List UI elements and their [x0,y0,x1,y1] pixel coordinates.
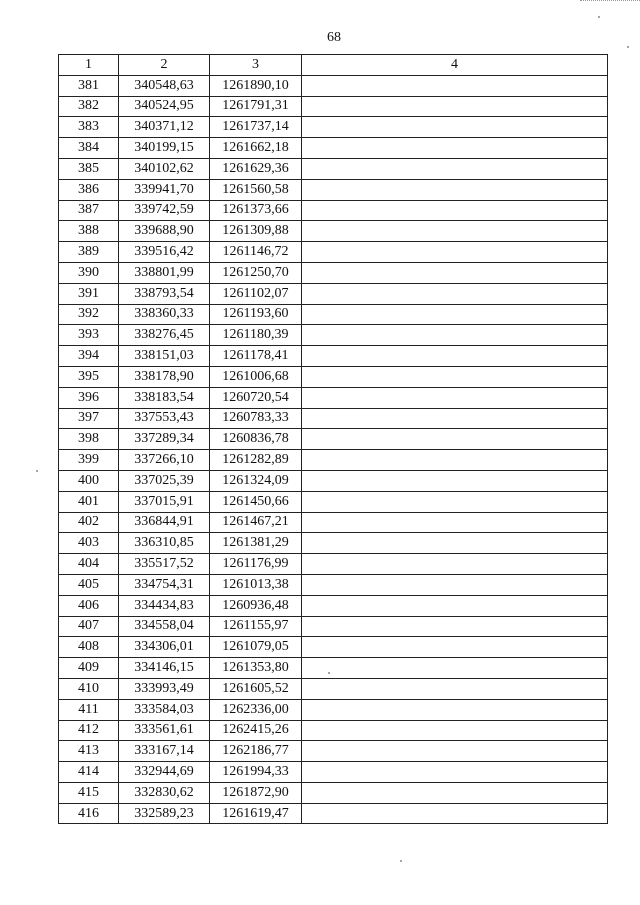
y-coordinate-cell: 1261662,18 [210,138,302,159]
y-coordinate-cell: 1260783,33 [210,408,302,429]
y-coordinate-cell: 1260836,78 [210,429,302,450]
table-row [59,533,608,554]
y-coordinate-cell: 1261006,68 [210,366,302,387]
notes-cell [302,96,608,117]
notes-cell [302,512,608,533]
notes-cell [302,200,608,221]
notes-cell [302,179,608,200]
table-row [59,179,608,200]
point-number-cell: 401 [59,491,119,512]
point-number-cell: 381 [59,75,119,96]
column-header-3: 3 [210,55,302,76]
point-number-cell: 402 [59,512,119,533]
point-number-cell: 409 [59,658,119,679]
scan-speck [627,46,629,48]
notes-cell [302,387,608,408]
notes-cell [302,741,608,762]
table-row [59,429,608,450]
point-number-cell: 416 [59,803,119,824]
table-row [59,283,608,304]
table-row [59,699,608,720]
x-coordinate-cell: 333561,61 [119,720,210,741]
point-number-cell: 414 [59,762,119,783]
notes-cell [302,658,608,679]
x-coordinate-cell: 337266,10 [119,450,210,471]
notes-cell [302,574,608,595]
x-coordinate-cell: 339742,59 [119,200,210,221]
table-row [59,96,608,117]
point-number-cell: 397 [59,408,119,429]
y-coordinate-cell: 1261353,80 [210,658,302,679]
y-coordinate-cell: 1261373,66 [210,200,302,221]
y-coordinate-cell: 1261872,90 [210,782,302,803]
notes-cell [302,304,608,325]
table-row [59,221,608,242]
point-number-cell: 400 [59,470,119,491]
x-coordinate-cell: 333167,14 [119,741,210,762]
y-coordinate-cell: 1261013,38 [210,574,302,595]
point-number-cell: 413 [59,741,119,762]
notes-cell [302,262,608,283]
y-coordinate-cell: 1261560,58 [210,179,302,200]
point-number-cell: 399 [59,450,119,471]
x-coordinate-cell: 334306,01 [119,637,210,658]
y-coordinate-cell: 1261994,33 [210,762,302,783]
x-coordinate-cell: 338793,54 [119,283,210,304]
table-row [59,574,608,595]
notes-cell [302,637,608,658]
table-row [59,75,608,96]
y-coordinate-cell: 1261605,52 [210,678,302,699]
notes-cell [302,158,608,179]
y-coordinate-cell: 1261737,14 [210,117,302,138]
x-coordinate-cell: 337015,91 [119,491,210,512]
point-number-cell: 403 [59,533,119,554]
x-coordinate-cell: 332944,69 [119,762,210,783]
x-coordinate-cell: 340371,12 [119,117,210,138]
x-coordinate-cell: 332830,62 [119,782,210,803]
x-coordinate-cell: 340524,95 [119,96,210,117]
x-coordinate-cell: 340548,63 [119,75,210,96]
column-header-2: 2 [119,55,210,76]
point-number-cell: 404 [59,554,119,575]
y-coordinate-cell: 1260936,48 [210,595,302,616]
y-coordinate-cell: 1261180,39 [210,325,302,346]
x-coordinate-cell: 339516,42 [119,242,210,263]
table-row [59,512,608,533]
y-coordinate-cell: 1261467,21 [210,512,302,533]
table-row [59,678,608,699]
table-row [59,762,608,783]
notes-cell [302,75,608,96]
table-row [59,595,608,616]
notes-cell [302,803,608,824]
notes-cell [302,242,608,263]
point-number-cell: 387 [59,200,119,221]
x-coordinate-cell: 338801,99 [119,262,210,283]
point-number-cell: 394 [59,346,119,367]
y-coordinate-cell: 1261176,99 [210,554,302,575]
notes-cell [302,616,608,637]
point-number-cell: 411 [59,699,119,720]
point-number-cell: 389 [59,242,119,263]
column-header-1: 1 [59,55,119,76]
notes-cell [302,762,608,783]
y-coordinate-cell: 1261619,47 [210,803,302,824]
table-row [59,200,608,221]
x-coordinate-cell: 338151,03 [119,346,210,367]
x-coordinate-cell: 334558,04 [119,616,210,637]
x-coordinate-cell: 340199,15 [119,138,210,159]
x-coordinate-cell: 333584,03 [119,699,210,720]
scan-corner-mark [580,0,640,4]
notes-cell [302,699,608,720]
table-row [59,346,608,367]
x-coordinate-cell: 337289,34 [119,429,210,450]
table-row [59,366,608,387]
x-coordinate-cell: 335517,52 [119,554,210,575]
point-number-cell: 382 [59,96,119,117]
y-coordinate-cell: 1261282,89 [210,450,302,471]
scan-speck [598,16,600,18]
point-number-cell: 396 [59,387,119,408]
notes-cell [302,470,608,491]
y-coordinate-cell: 1262415,26 [210,720,302,741]
table-row [59,304,608,325]
table-row [59,616,608,637]
notes-cell [302,283,608,304]
table-row [59,741,608,762]
y-coordinate-cell: 1261629,36 [210,158,302,179]
notes-cell [302,450,608,471]
column-header-4: 4 [302,55,608,76]
y-coordinate-cell: 1262336,00 [210,699,302,720]
scan-speck [36,470,38,472]
x-coordinate-cell: 337553,43 [119,408,210,429]
notes-cell [302,782,608,803]
y-coordinate-cell: 1262186,77 [210,741,302,762]
point-number-cell: 391 [59,283,119,304]
point-number-cell: 392 [59,304,119,325]
table-header-row [59,55,608,76]
point-number-cell: 395 [59,366,119,387]
table-row [59,158,608,179]
x-coordinate-cell: 334434,83 [119,595,210,616]
table-row [59,554,608,575]
notes-cell [302,533,608,554]
table-row [59,720,608,741]
x-coordinate-cell: 338178,90 [119,366,210,387]
table-row [59,658,608,679]
notes-cell [302,678,608,699]
y-coordinate-cell: 1261381,29 [210,533,302,554]
y-coordinate-cell: 1261309,88 [210,221,302,242]
point-number-cell: 398 [59,429,119,450]
page-number: 68 [327,30,341,45]
point-number-cell: 408 [59,637,119,658]
point-number-cell: 412 [59,720,119,741]
notes-cell [302,117,608,138]
x-coordinate-cell: 334146,15 [119,658,210,679]
y-coordinate-cell: 1261324,09 [210,470,302,491]
table-row [59,387,608,408]
x-coordinate-cell: 336844,91 [119,512,210,533]
table-row [59,325,608,346]
notes-cell [302,325,608,346]
table-row [59,117,608,138]
notes-cell [302,554,608,575]
notes-cell [302,221,608,242]
point-number-cell: 393 [59,325,119,346]
coordinates-table [58,54,608,824]
x-coordinate-cell: 336310,85 [119,533,210,554]
y-coordinate-cell: 1261193,60 [210,304,302,325]
point-number-cell: 415 [59,782,119,803]
x-coordinate-cell: 332589,23 [119,803,210,824]
x-coordinate-cell: 339688,90 [119,221,210,242]
y-coordinate-cell: 1261155,97 [210,616,302,637]
notes-cell [302,720,608,741]
scan-speck [400,860,402,862]
notes-cell [302,595,608,616]
point-number-cell: 388 [59,221,119,242]
point-number-cell: 410 [59,678,119,699]
x-coordinate-cell: 339941,70 [119,179,210,200]
x-coordinate-cell: 333993,49 [119,678,210,699]
x-coordinate-cell: 338183,54 [119,387,210,408]
table-row [59,242,608,263]
table-body [59,75,608,824]
table-row [59,138,608,159]
point-number-cell: 406 [59,595,119,616]
point-number-cell: 407 [59,616,119,637]
y-coordinate-cell: 1261791,31 [210,96,302,117]
x-coordinate-cell: 340102,62 [119,158,210,179]
table-row [59,491,608,512]
y-coordinate-cell: 1261450,66 [210,491,302,512]
y-coordinate-cell: 1260720,54 [210,387,302,408]
y-coordinate-cell: 1261250,70 [210,262,302,283]
point-number-cell: 390 [59,262,119,283]
table-row [59,470,608,491]
y-coordinate-cell: 1261146,72 [210,242,302,263]
notes-cell [302,366,608,387]
y-coordinate-cell: 1261079,05 [210,637,302,658]
point-number-cell: 383 [59,117,119,138]
point-number-cell: 386 [59,179,119,200]
point-number-cell: 384 [59,138,119,159]
table-row [59,408,608,429]
x-coordinate-cell: 338276,45 [119,325,210,346]
notes-cell [302,429,608,450]
table-row [59,262,608,283]
y-coordinate-cell: 1261102,07 [210,283,302,304]
x-coordinate-cell: 338360,33 [119,304,210,325]
notes-cell [302,491,608,512]
table-row [59,803,608,824]
x-coordinate-cell: 337025,39 [119,470,210,491]
table-row [59,637,608,658]
notes-cell [302,408,608,429]
table-row [59,782,608,803]
notes-cell [302,138,608,159]
y-coordinate-cell: 1261178,41 [210,346,302,367]
point-number-cell: 405 [59,574,119,595]
x-coordinate-cell: 334754,31 [119,574,210,595]
y-coordinate-cell: 1261890,10 [210,75,302,96]
table-row [59,450,608,471]
point-number-cell: 385 [59,158,119,179]
notes-cell [302,346,608,367]
